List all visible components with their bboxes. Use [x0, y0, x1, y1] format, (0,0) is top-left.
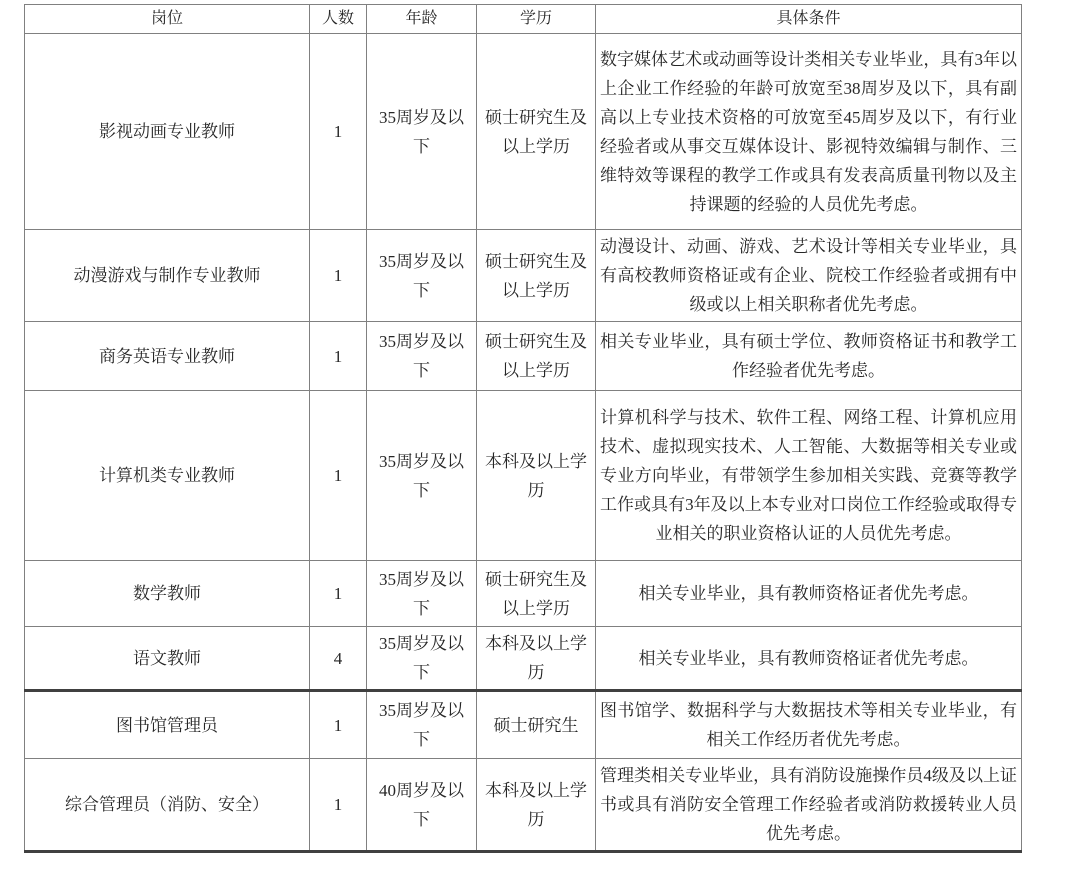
header-education: 学历 [477, 5, 596, 34]
cell-count: 1 [310, 691, 367, 759]
cell-age: 35周岁及以下 [367, 230, 477, 322]
cell-education: 本科及以上学历 [477, 759, 596, 852]
recruitment-table [24, 4, 1022, 853]
cell-education: 硕士研究生及以上学历 [477, 561, 596, 627]
cell-education: 本科及以上学历 [477, 391, 596, 561]
cell-position: 影视动画专业教师 [25, 34, 310, 230]
cell-count: 1 [310, 561, 367, 627]
table-row [25, 627, 1022, 691]
cell-education: 硕士研究生及以上学历 [477, 230, 596, 322]
table-row [25, 230, 1022, 322]
cell-education: 硕士研究生及以上学历 [477, 34, 596, 230]
table-body [25, 34, 1022, 852]
header-position: 岗位 [25, 5, 310, 34]
cell-conditions: 图书馆学、数据科学与大数据技术等相关专业毕业，有相关工作经历者优先考虑。 [596, 691, 1022, 759]
cell-age: 40周岁及以下 [367, 759, 477, 852]
cell-position: 商务英语专业教师 [25, 322, 310, 391]
cell-count: 1 [310, 322, 367, 391]
cell-conditions: 相关专业毕业，具有教师资格证者优先考虑。 [596, 561, 1022, 627]
cell-age: 35周岁及以下 [367, 627, 477, 691]
cell-age: 35周岁及以下 [367, 561, 477, 627]
cell-education: 本科及以上学历 [477, 627, 596, 691]
table-row [25, 34, 1022, 230]
table-row [25, 391, 1022, 561]
cell-conditions: 数字媒体艺术或动画等设计类相关专业毕业，具有3年以上企业工作经验的年龄可放宽至38周岁及以下，具有副高以上专业技术资格的可放宽至45周岁及以下，有行业经验者或从事交互媒体设计、影视特效编辑与制作、三维特效等课程的教学工作或具有发表高质量刊物以及主持课题的经验的人员优先考虑。 [596, 34, 1022, 230]
header-age: 年龄 [367, 5, 477, 34]
cell-count: 1 [310, 759, 367, 852]
cell-education: 硕士研究生 [477, 691, 596, 759]
cell-conditions: 管理类相关专业毕业，具有消防设施操作员4级及以上证书或具有消防安全管理工作经验者或消防救援转业人员优先考虑。 [596, 759, 1022, 852]
cell-count: 1 [310, 391, 367, 561]
cell-position: 数学教师 [25, 561, 310, 627]
cell-position: 动漫游戏与制作专业教师 [25, 230, 310, 322]
cell-conditions: 计算机科学与技术、软件工程、网络工程、计算机应用技术、虚拟现实技术、人工智能、大数据等相关专业或专业方向毕业，有带领学生参加相关实践、竞赛等教学工作或具有3年及以上本专业对口岗位工作经验或取得专业相关的职业资格认证的人员优先考虑。 [596, 391, 1022, 561]
header-count: 人数 [310, 5, 367, 34]
cell-age: 35周岁及以下 [367, 34, 477, 230]
cell-conditions: 相关专业毕业，具有教师资格证者优先考虑。 [596, 627, 1022, 691]
cell-position: 计算机类专业教师 [25, 391, 310, 561]
table-row [25, 759, 1022, 852]
cell-education: 硕士研究生及以上学历 [477, 322, 596, 391]
header-conditions: 具体条件 [596, 5, 1022, 34]
cell-conditions: 相关专业毕业，具有硕士学位、教师资格证书和教学工作经验者优先考虑。 [596, 322, 1022, 391]
cell-position: 综合管理员（消防、安全） [25, 759, 310, 852]
cell-age: 35周岁及以下 [367, 691, 477, 759]
cell-age: 35周岁及以下 [367, 391, 477, 561]
cell-age: 35周岁及以下 [367, 322, 477, 391]
cell-count: 1 [310, 34, 367, 230]
table-row [25, 691, 1022, 759]
cell-position: 图书馆管理员 [25, 691, 310, 759]
cell-conditions: 动漫设计、动画、游戏、艺术设计等相关专业毕业，具有高校教师资格证或有企业、院校工作经验者或拥有中级或以上相关职称者优先考虑。 [596, 230, 1022, 322]
cell-count: 1 [310, 230, 367, 322]
cell-position: 语文教师 [25, 627, 310, 691]
cell-count: 4 [310, 627, 367, 691]
table-row [25, 561, 1022, 627]
table-header-row [25, 5, 1022, 34]
table-row [25, 322, 1022, 391]
